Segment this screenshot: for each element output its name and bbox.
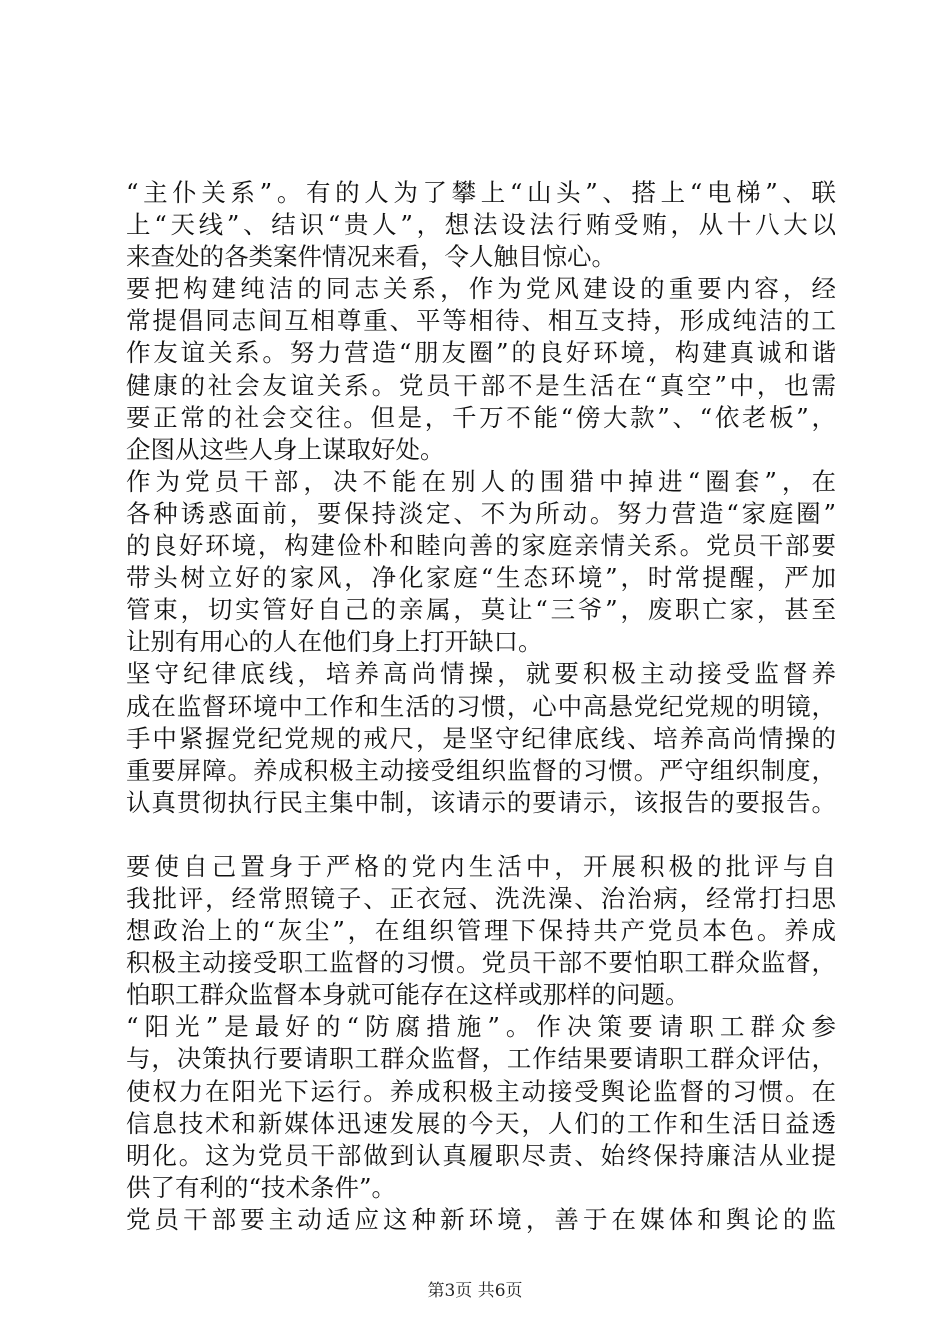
paragraph-2 — [126, 273, 836, 466]
text-line: 成在监督环境中工作和生活的习惯，心中高悬党纪党规的明镜， — [126, 691, 836, 721]
paragraph-6 — [126, 1011, 836, 1204]
text-line: 来查处的各类案件情况来看，令人触目惊心。 — [126, 242, 616, 272]
text-line: “主仆关系”。有的人为了攀上“山头”、搭上“电梯”、联 — [126, 178, 836, 207]
page-number-footer: 第3页 共6页 — [427, 1281, 523, 1301]
paragraph-7 — [126, 1204, 836, 1236]
text-line: 积极主动接受职工监督的习惯。党员干部不要怕职工群众监督， — [126, 948, 836, 978]
text-line: 手中紧握党纪党规的戒尺，是坚守纪律底线、培养高尚情操的 — [126, 723, 836, 753]
text-line: 上“天线”、结识“贵人”，想法设法行贿受贿，从十八大以 — [126, 210, 836, 240]
paragraph-4 — [126, 658, 836, 818]
text-line: “阳光”是最好的“防腐措施”。作决策要请职工群众参 — [126, 1012, 836, 1042]
text-line: 认真贯彻执行民主集中制，该请示的要请示，该报告的要报告。 — [126, 787, 836, 817]
text-line: 要正常的社会交往。但是，千万不能“傍大款”、“依老板”， — [126, 402, 836, 432]
paragraph-gap — [126, 819, 836, 851]
text-line: 作为党员干部，决不能在别人的围猎中掉进“圈套”，在 — [126, 466, 836, 496]
text-line: 怕职工群众监督本身就可能存在这样或那样的问题。 — [126, 980, 690, 1010]
text-line: 坚守纪律底线，培养高尚情操，就要积极主动接受监督养 — [126, 659, 836, 689]
text-line: 要使自己置身于严格的党内生活中，开展积极的批评与自 — [126, 851, 836, 881]
text-line: 明化。这为党员干部做到认真履职尽责、始终保持廉洁从业提 — [126, 1140, 836, 1170]
text-line: 的良好环境，构建俭朴和睦向善的家庭亲情关系。党员干部要 — [126, 531, 836, 561]
text-line: 作友谊关系。努力营造“朋友圈”的良好环境，构建真诚和谐 — [126, 338, 836, 368]
text-line: 健康的社会友谊关系。党员干部不是生活在“真空”中，也需 — [126, 370, 836, 400]
text-line: 让别有用心的人在他们身上打开缺口。 — [126, 627, 543, 657]
text-line: 各种诱惑面前，要保持淡定、不为所动。努力营造“家庭圈” — [126, 498, 836, 528]
text-line: 信息技术和新媒体迅速发展的今天，人们的工作和生活日益透 — [126, 1108, 836, 1138]
text-line: 党员干部要主动适应这种新环境，善于在媒体和舆论的监 — [126, 1204, 836, 1234]
text-line: 我批评，经常照镜子、正衣冠、洗洗澡、治治病，经常打扫思 — [126, 883, 836, 913]
text-line: 使权力在阳光下运行。养成积极主动接受舆论监督的习惯。在 — [126, 1076, 836, 1106]
text-line: 重要屏障。养成积极主动接受组织监督的习惯。严守组织制度， — [126, 755, 836, 785]
text-line: 与，决策执行要请职工群众监督，工作结果要请职工群众评估， — [126, 1044, 836, 1074]
text-line: 常提倡同志间互相尊重、平等相待、相互支持，形成纯洁的工 — [126, 306, 836, 336]
text-line: 供了有利的“技术条件”。 — [126, 1172, 397, 1202]
paragraph-1 — [126, 177, 836, 273]
paragraph-5 — [126, 851, 836, 1011]
text-line: 企图从这些人身上谋取好处。 — [126, 434, 445, 464]
text-line: 要把构建纯洁的同志关系，作为党风建设的重要内容，经 — [126, 274, 836, 304]
text-line: 管束，切实管好自己的亲属，莫让“三爷”，废职亡家，甚至 — [126, 595, 836, 625]
document-body — [126, 177, 836, 1236]
text-line: 带头树立好的家风，净化家庭“生态环境”，时常提醒，严加 — [126, 563, 836, 593]
paragraph-3 — [126, 466, 836, 659]
text-line: 想政治上的“灰尘”，在组织管理下保持共产党员本色。养成 — [126, 916, 836, 946]
